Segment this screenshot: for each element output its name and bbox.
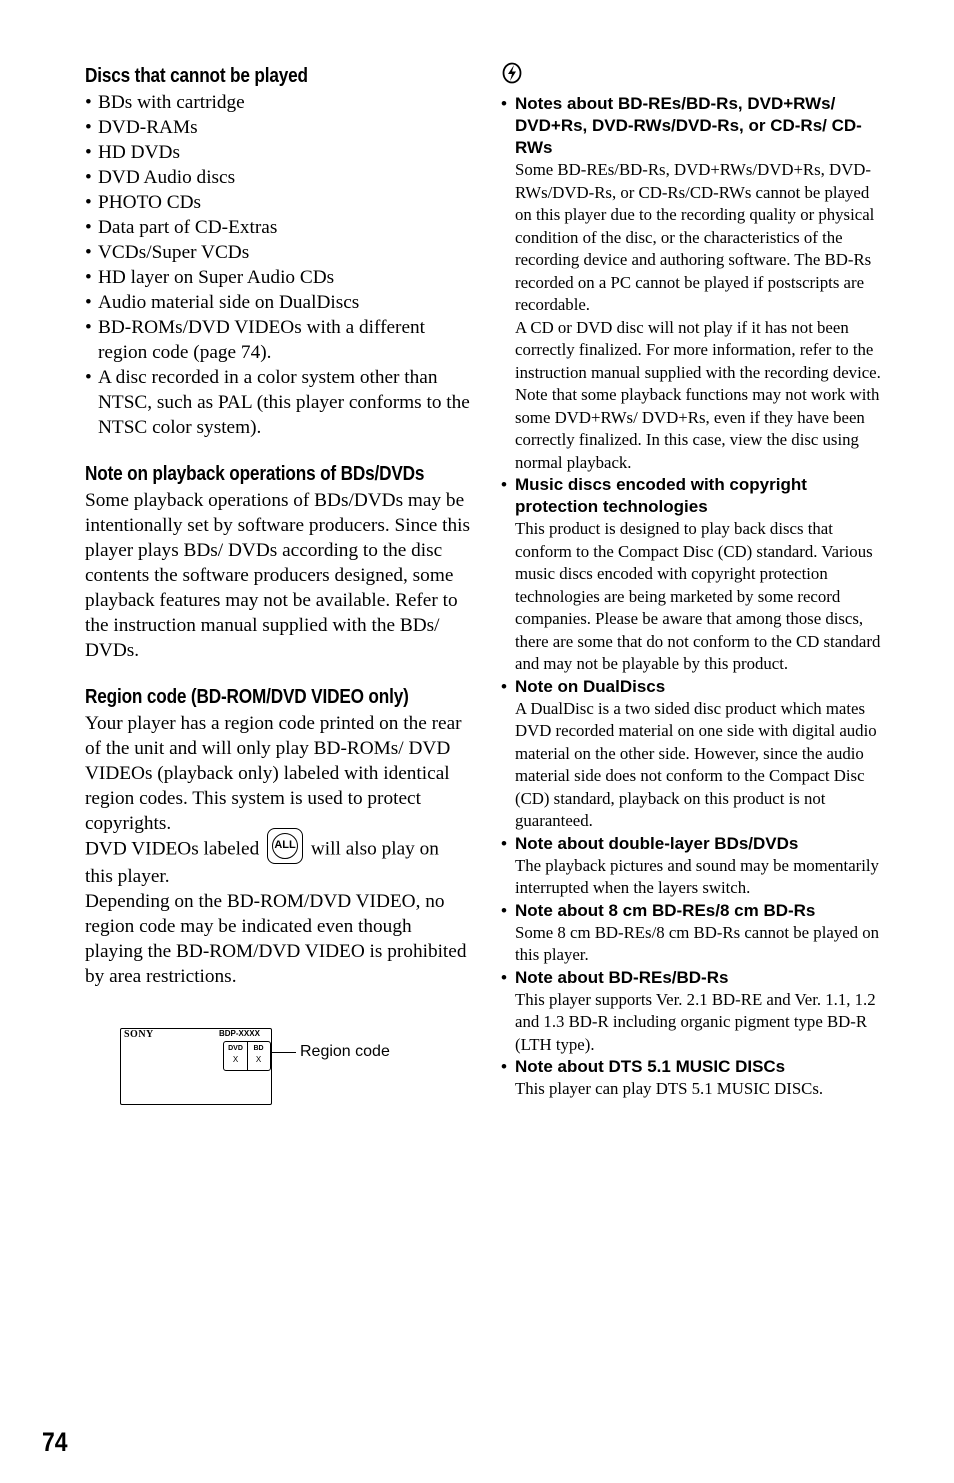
- section-heading-discs-cannot-play: Discs that cannot be played: [85, 65, 308, 87]
- section-heading-region-code: Region code (BD-ROM/DVD VIDEO only): [85, 686, 409, 708]
- note-dualdiscs: [501, 676, 886, 833]
- list-item: • HD DVDs: [85, 140, 470, 165]
- note-title: • Note about BD-REs/BD-Rs: [515, 967, 729, 987]
- bd-region-value: X: [255, 1055, 262, 1064]
- left-column: [85, 62, 470, 989]
- note-bd-re-bd-r: [501, 967, 886, 1057]
- list-item: • Data part of CD-Extras: [85, 215, 470, 240]
- note-text-2: A CD or DVD disc will not play if it has not been correctly finalized. For more information, refer to the instruction manual supplied with the recording device. Note that some playback functions may not work with some DVD+RWs/ DVD+Rs, even if they have been correctly finalized. In this case, view the disc using normal playback.: [515, 317, 881, 472]
- region-code-para3: Depending on the BD-ROM/DVD VIDEO, no region code may be indicated even though playing the BD-ROM/DVD VIDEO is prohibited by area restrictions.: [85, 891, 467, 987]
- note-title: • Note about 8 cm BD-REs/8 cm BD-Rs: [515, 900, 816, 920]
- all-region-logo-icon: [267, 828, 303, 864]
- note-text: This product is designed to play back discs that conform to the Compact Disc (CD) standard. Various music discs encoded with copyright protection technologies are being marketed by some record companies. Please be aware that among those discs, there are some that do not conform to the CD standard and may not be playable by this product.: [515, 519, 881, 673]
- note-recordable-discs: [501, 93, 886, 474]
- region-code-para1: Your player has a region code printed on the rear of the unit and will only play BD-ROMs/ DVD VIDEOs (playback only) labeled with identical region codes. This system is used to protect copyrights.: [85, 713, 462, 834]
- region-code-para2-before: DVD VIDEOs labeled: [85, 838, 260, 860]
- note-copy-protected-music: [501, 474, 886, 676]
- list-item: • A disc recorded in a color system other than NTSC, such as PAL (this player conforms to the NTSC color system).: [85, 365, 470, 440]
- note-text: Some BD-REs/BD-Rs, DVD+RWs/DVD+Rs, DVD-RWs/DVD-Rs, or CD-Rs/CD-RWs cannot be played on this player due to the recording quality or physical condition of the disc, or the characteristics of the recording device and authoring software. The BD-Rs recorded on a PC cannot be played if postscripts are recordable.: [515, 160, 875, 314]
- hint-lightning-icon: [502, 62, 522, 84]
- note-8cm-discs: [501, 900, 886, 967]
- note-dts-music-discs: [501, 1056, 886, 1101]
- callout-leader-line: [272, 1052, 296, 1053]
- player-rear-panel: [120, 1028, 272, 1105]
- page-number: 74: [42, 1427, 68, 1457]
- dvd-region-label: DVD: [228, 1045, 243, 1052]
- list-item: • DVD-RAMs: [85, 115, 470, 140]
- playback-operations-text: Some playback operations of BDs/DVDs may be intentionally set by software producers. Since this player plays BDs/ DVDs according to the disc contents the software producers designed, some playback features may not be available. Refer to the instruction manual supplied with the BDs/ DVDs.: [85, 490, 471, 661]
- all-logo-text: ALL: [274, 839, 296, 851]
- note-text: A DualDisc is a two sided disc product which mates DVD recorded material on one side with digital audio material on the other side. However, since the audio material side does not conform to the Compact Disc (CD) standard, playback on this product is not guaranteed.: [515, 698, 877, 830]
- list-item: • Audio material side on DualDiscs: [85, 290, 470, 315]
- bd-region-cell: [247, 1042, 270, 1070]
- list-item: • BDs with cartridge: [85, 90, 470, 115]
- bd-region-label: BD: [253, 1045, 264, 1052]
- note-title: • Note on DualDiscs: [515, 676, 666, 696]
- unplayable-discs-list: [85, 90, 470, 440]
- list-item: • DVD Audio discs: [85, 165, 470, 190]
- model-number: BDP-XXXX: [219, 1029, 260, 1038]
- region-code-para2-after: will also play on this player.: [85, 838, 439, 887]
- note-title: • Note about double-layer BDs/DVDs: [515, 833, 799, 853]
- note-title: • Note about DTS 5.1 MUSIC DISCs: [515, 1057, 786, 1076]
- dvd-region-cell: [224, 1042, 248, 1070]
- note-text: This player supports Ver. 2.1 BD-RE and Ver. 1.1, 1.2 and 1.3 BD-R including organic pigment type BD-R (LTH type).: [515, 989, 876, 1054]
- note-text: The playback pictures and sound may be momentarily interrupted when the layers switch.: [515, 855, 879, 897]
- note-title: • Music discs encoded with copyright protection technologies: [515, 475, 807, 516]
- brand-logo: SONY: [124, 1029, 154, 1040]
- region-code-para2: [85, 836, 470, 889]
- region-code-diagram: [120, 1028, 420, 1108]
- region-code-label: [223, 1041, 271, 1071]
- note-text: Some 8 cm BD-REs/8 cm BD-Rs cannot be played on this player.: [515, 922, 880, 964]
- note-title: • Notes about BD-REs/BD-Rs, DVD+RWs/ DVD+Rs, DVD-RWs/DVD-Rs, or CD-Rs/ CD-RWs: [515, 94, 862, 157]
- note-double-layer: [501, 833, 886, 900]
- right-column: [501, 62, 886, 1101]
- list-item: • BD-ROMs/DVD VIDEOs with a different region code (page 74).: [85, 315, 470, 365]
- note-text: This player can play DTS 5.1 MUSIC DISCs.: [515, 1079, 824, 1098]
- list-item: • PHOTO CDs: [85, 190, 470, 215]
- dvd-region-value: X: [232, 1055, 239, 1064]
- list-item: • HD layer on Super Audio CDs: [85, 265, 470, 290]
- section-heading-playback-operations: Note on playback operations of BDs/DVDs: [85, 463, 425, 485]
- list-item: • VCDs/Super VCDs: [85, 240, 470, 265]
- region-code-callout: Region code: [300, 1043, 390, 1060]
